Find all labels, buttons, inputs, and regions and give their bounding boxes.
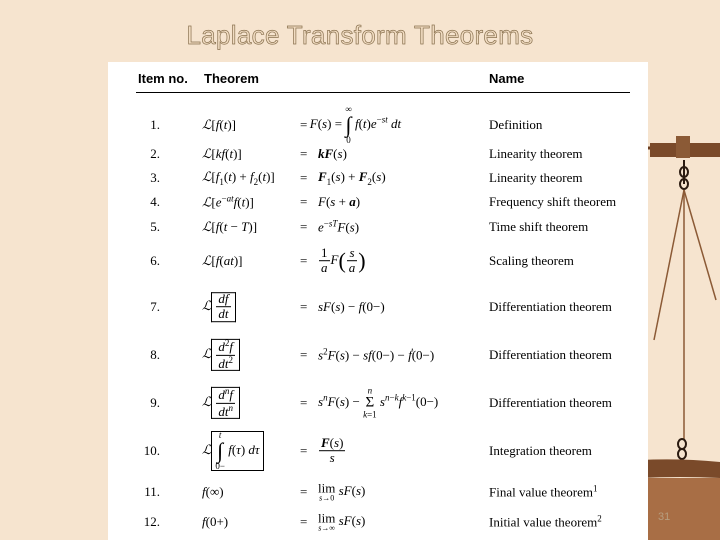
theorem-rhs: $\frac{F(s)}{s}$ bbox=[321, 435, 344, 466]
theorem-rhs: $\frac{1}{a}$ F( $\frac{s}{a}$ ) bbox=[321, 245, 366, 276]
table-row bbox=[108, 215, 648, 239]
equals-sign: = bbox=[300, 253, 308, 268]
theorem-name: Integration theorem bbox=[489, 443, 592, 458]
theorem-rhs: $s^nF(s)$ − n Σ k=1 $s^{n-k}f^{k-1}(0-)$ bbox=[318, 385, 439, 420]
theorem-name: Differentiation theorem bbox=[489, 395, 612, 410]
theorem-lhs: f(∞) bbox=[202, 484, 224, 499]
equals-sign: = bbox=[300, 443, 308, 458]
theorem-lhs: ℒ[f(t − T)] bbox=[202, 219, 258, 234]
theorem-name: Differentiation theorem bbox=[489, 347, 612, 362]
equals-sign: = bbox=[300, 146, 308, 161]
table-row bbox=[108, 332, 648, 378]
theorem-lhs: ℒ[f(t)] bbox=[202, 117, 236, 132]
item-number: 2. bbox=[150, 146, 160, 161]
slide-title: Laplace Transform Theorems bbox=[186, 20, 534, 50]
theorem-rhs: $e^{-sT}F(s)$ bbox=[318, 218, 360, 235]
theorem-name: Differentiation theorem bbox=[489, 299, 612, 314]
item-number: 12. bbox=[143, 514, 160, 529]
equals-sign: = bbox=[300, 395, 308, 410]
table-row bbox=[108, 166, 648, 190]
item-number: 8. bbox=[150, 347, 160, 362]
equals-sign: = bbox=[300, 194, 308, 209]
item-number: 4. bbox=[150, 194, 160, 209]
table-row bbox=[108, 480, 648, 504]
theorem-lhs: $ℒ[e^{-at}f(t)]$ bbox=[202, 193, 254, 210]
theorem-lhs: ℒ $\frac{d^nf}{dt^n}$ bbox=[202, 387, 240, 419]
theorem-lhs: ℒ t ∫ 0− f(τ) dτ bbox=[202, 431, 264, 471]
theorem-lhs: $ℒ[f_1(t) + f_2(t)]$ bbox=[202, 169, 275, 187]
theorem-name: Linearity theorem bbox=[489, 170, 583, 185]
table-row bbox=[108, 510, 648, 534]
equals-sign: = bbox=[300, 219, 308, 234]
theorem-name: Definition bbox=[489, 117, 543, 132]
equals-sign: = bbox=[300, 514, 308, 529]
theorem-name: Final value theorem$^1$ bbox=[489, 483, 598, 500]
item-number: 7. bbox=[150, 299, 160, 314]
page-number: 31 bbox=[658, 511, 671, 523]
equals-sign: = bbox=[300, 484, 308, 499]
header-item-no: Item no. bbox=[138, 71, 188, 86]
theorem-name: Scaling theorem bbox=[489, 253, 574, 268]
table-row bbox=[108, 428, 648, 474]
theorem-rhs: lim s→∞ sF(s) bbox=[318, 510, 366, 533]
table-row bbox=[108, 240, 648, 282]
theorem-rhs: F(s + a) bbox=[318, 194, 361, 209]
theorem-lhs: ℒ $\frac{df}{dt}$ bbox=[202, 292, 236, 322]
table-row bbox=[108, 190, 648, 214]
item-number: 5. bbox=[150, 219, 160, 234]
table-row bbox=[108, 378, 648, 428]
balance-scale-decoration bbox=[640, 100, 720, 540]
theorem-lhs: ℒ[f(at)] bbox=[202, 253, 243, 268]
item-number: 1. bbox=[150, 117, 160, 132]
header-rule bbox=[136, 92, 630, 93]
theorem-lhs: ℒ $\frac{d^2f}{dt^2}$ bbox=[202, 339, 240, 371]
theorem-rhs: kF(s) bbox=[318, 146, 347, 161]
laplace-theorem-table bbox=[108, 62, 648, 540]
theorem-rhs: lim s→0 sF(s) bbox=[318, 480, 366, 503]
header-name: Name bbox=[489, 71, 525, 86]
equals-sign: = bbox=[300, 170, 308, 185]
theorem-lhs: f(0+) bbox=[202, 514, 229, 529]
item-number: 9. bbox=[150, 395, 160, 410]
table-row bbox=[108, 284, 648, 330]
equals-sign: = bbox=[300, 117, 308, 132]
theorem-name: Time shift theorem bbox=[489, 219, 589, 234]
item-number: 11. bbox=[144, 484, 160, 499]
theorem-name: Initial value theorem$^2$ bbox=[489, 513, 602, 530]
theorem-rhs: F(s) = ∞ ∫ 0 $f(t)e^{-st}$ dt bbox=[309, 104, 402, 145]
theorem-name: Linearity theorem bbox=[489, 146, 583, 161]
item-number: 6. bbox=[150, 253, 160, 268]
table-row bbox=[108, 142, 648, 166]
theorem-lhs: ℒ[kf(t)] bbox=[202, 146, 242, 161]
item-number: 10. bbox=[143, 443, 160, 458]
header-theorem: Theorem bbox=[204, 71, 259, 86]
equals-sign: = bbox=[300, 347, 308, 362]
table-row bbox=[108, 104, 648, 146]
theorem-rhs: $F_1(s) + F_2(s)$ bbox=[318, 169, 386, 187]
theorem-rhs: $s^2F(s) - sf(0-)$ − ḟ(0−) bbox=[318, 346, 435, 363]
equals-sign: = bbox=[300, 299, 308, 314]
theorem-name: Frequency shift theorem bbox=[489, 194, 617, 209]
item-number: 3. bbox=[150, 170, 160, 185]
theorem-rhs: sF(s) − f(0−) bbox=[318, 299, 385, 314]
